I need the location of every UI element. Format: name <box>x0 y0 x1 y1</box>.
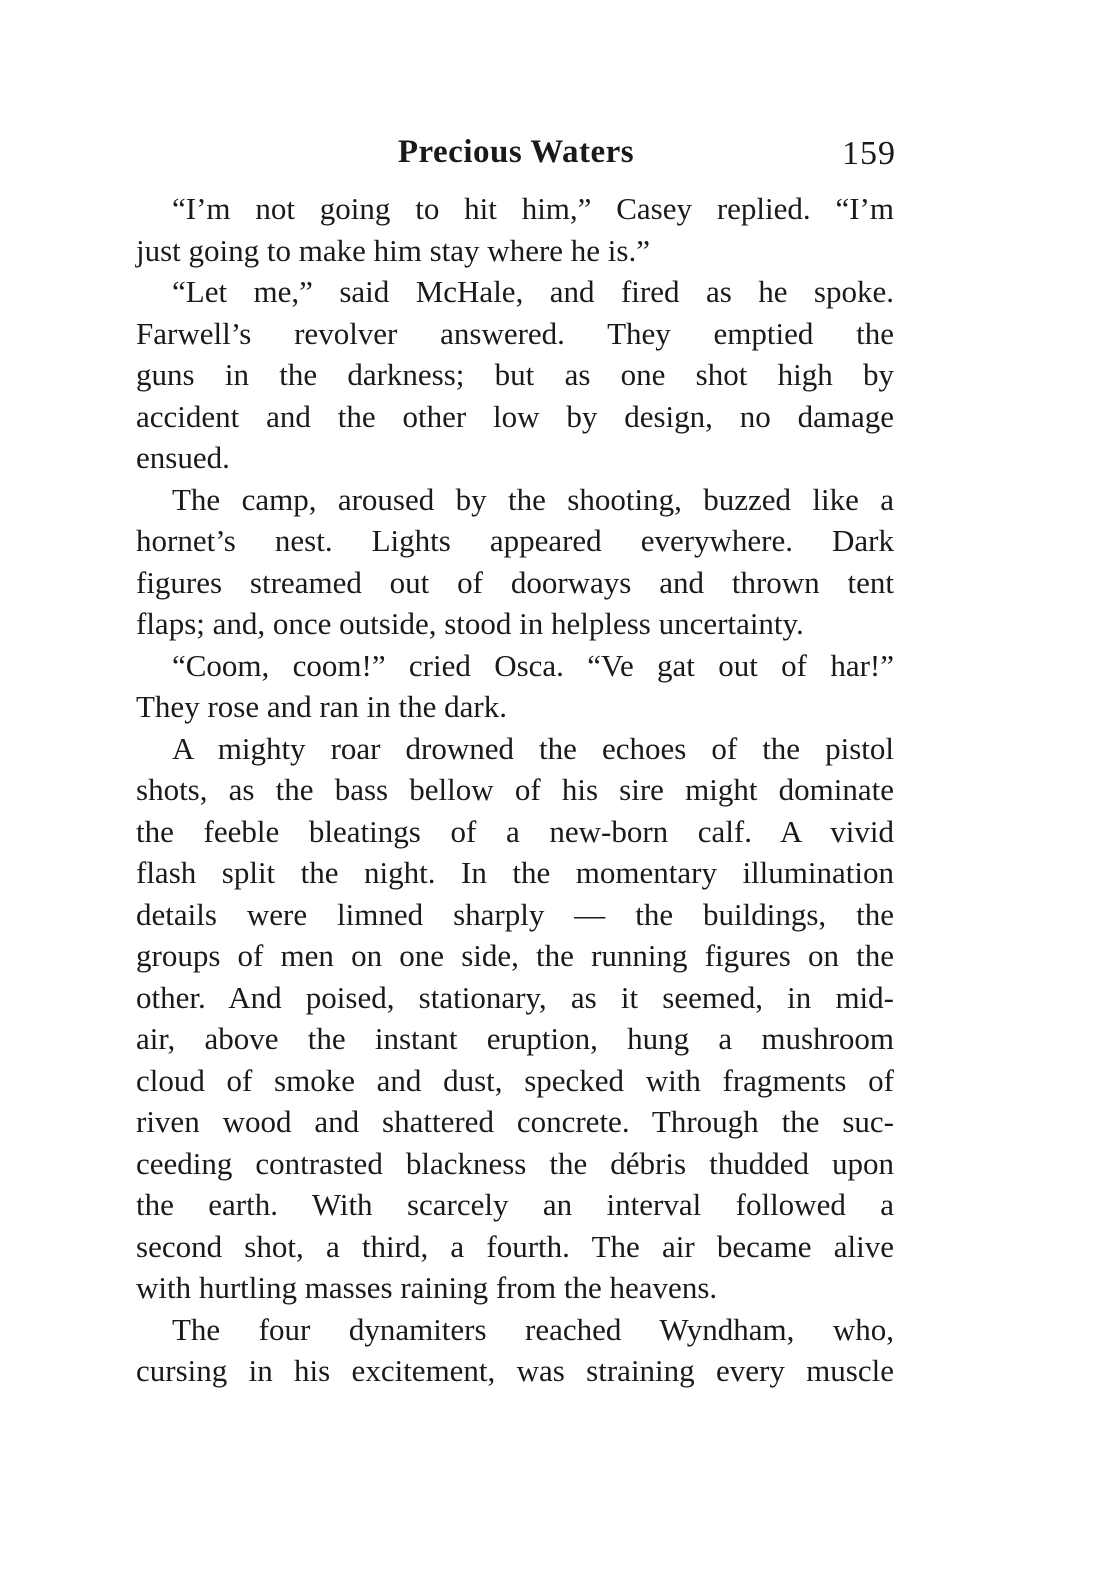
body-text <box>136 188 894 1392</box>
text-line: ensued. <box>136 440 230 475</box>
paragraph <box>136 645 894 728</box>
text-line: “Coom, coom!” cried Osca. “Ve gat out of har!” <box>172 647 894 683</box>
paragraph <box>136 271 894 479</box>
text-line: figures streamed out of doorways and thrown tent <box>136 564 894 600</box>
text-line: riven wood and shattered concrete. Through the suc- <box>136 1104 894 1139</box>
text-line: with hurtling masses raining from the heavens. <box>136 1270 718 1305</box>
text-line: The camp, aroused by the shooting, buzzed like a <box>172 481 894 517</box>
running-title: Precious Waters <box>397 134 635 170</box>
text-line: “I’m not going to hit him,” Casey replied. “I’m <box>172 191 894 226</box>
text-line: flaps; and, once outside, stood in helpless uncertainty. <box>136 606 804 641</box>
text-line: the feeble bleatings of a new-born calf. A vivid <box>136 813 894 849</box>
text-line: The four dynamiters reached Wyndham, who, <box>172 1311 894 1347</box>
text-line: second shot, a third, a fourth. The air became alive <box>136 1228 894 1264</box>
text-line: cursing in his excitement, was straining every muscle <box>136 1353 894 1388</box>
text-line: “Let me,” said McHale, and fired as he spoke. <box>172 274 894 309</box>
page-number: 159 <box>842 135 896 172</box>
text-line: just going to make him stay where he is.” <box>136 232 650 268</box>
text-line: They rose and ran in the dark. <box>136 689 508 724</box>
text-line: hornet’s nest. Lights appeared everywhere. Dark <box>136 523 894 558</box>
text-line: groups of men on one side, the running figures on the <box>136 938 894 973</box>
text-line: other. And poised, stationary, as it seemed, in mid- <box>136 979 894 1015</box>
text-line: details were limned sharply — the buildings, the <box>136 896 894 932</box>
text-line: A mighty roar drowned the echoes of the pistol <box>172 730 894 766</box>
paragraph <box>136 1309 894 1392</box>
running-head <box>136 128 896 176</box>
text-line: the earth. With scarcely an interval followed a <box>136 1187 894 1222</box>
text-line: Farwell’s revolver answered. They emptied the <box>136 315 894 351</box>
text-line: ceeding contrasted blackness the débris thudded upon <box>136 1145 894 1181</box>
paragraph <box>136 728 894 1309</box>
text-line: air, above the instant eruption, hung a mushroom <box>136 1021 894 1056</box>
text-line: accident and the other low by design, no damage <box>136 398 894 434</box>
paragraph <box>136 188 894 271</box>
text-line: cloud of smoke and dust, specked with fragments of <box>136 1062 894 1098</box>
paragraph <box>136 479 894 645</box>
text-line: guns in the darkness; but as one shot high by <box>136 357 894 392</box>
text-line: shots, as the bass bellow of his sire might dominate <box>136 772 894 807</box>
text-line: flash split the night. In the momentary illumination <box>136 855 894 890</box>
